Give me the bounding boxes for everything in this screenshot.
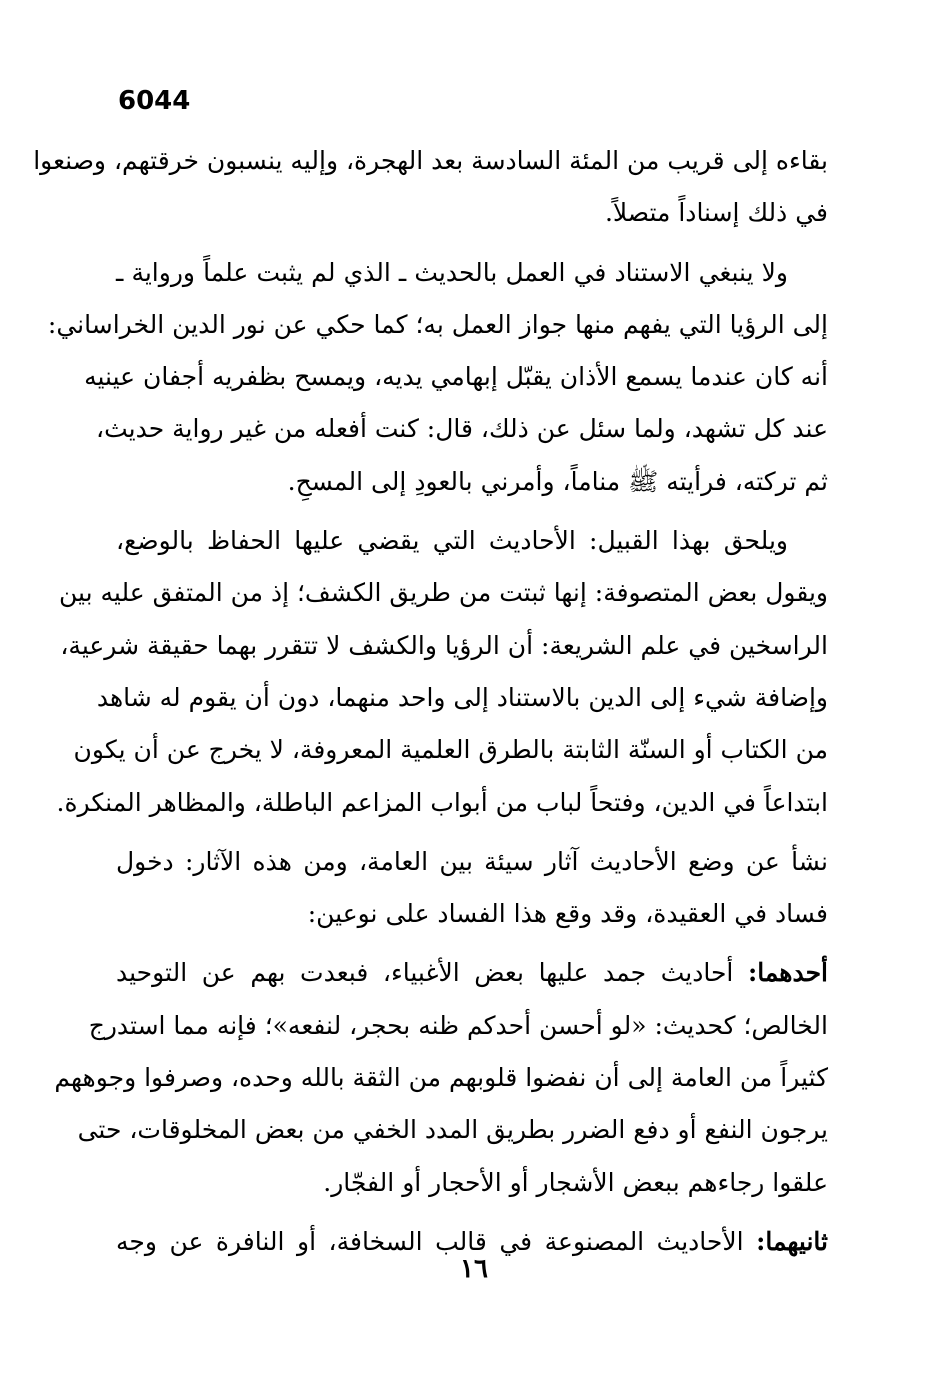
text-line: في ذلك إسناداً متصلاً. [604, 198, 828, 228]
text-line: ويقول بعض المتصوفة: إنها ثبتت من طريق الكشف؛ إذ من المتفق عليه بين [59, 578, 828, 608]
body-text [33, 135, 828, 1268]
text-line: عند كل تشهد، ولما سئل عن ذلك، قال: كنت أفعله من غير رواية حديث، [96, 414, 828, 444]
text-line: الخالص؛ كحديث: «لو أحسن أحدكم ظنه بحجر، لنفعه»؛ فإنه مما استدرج [88, 1010, 828, 1040]
paragraph [56, 515, 828, 829]
text-line: أنه كان عندما يسمع الأذان يقبّل إبهامي يديه، ويمسح بظفريه أجفان عينيه [84, 362, 828, 392]
text-line: إلى الرؤيا التي يفهم منها جواز العمل به؛ كما حكي عن نور الدين الخراساني: [47, 309, 828, 339]
text-line: ثم تركته، فرأيته ﷺ مناماً، وأمرني بالعودِ إلى المسحِ. [287, 466, 828, 496]
paragraph [116, 836, 828, 941]
text-line: كثيراً من العامة إلى أن نفضوا قلوبهم من الثقة بالله وحده، وصرفوا وجوههم [54, 1063, 828, 1093]
point-label: ثانيهما: [756, 1226, 828, 1256]
text-line [116, 947, 828, 999]
text-line: ولا ينبغي الاستناد في العمل بالحديث ـ الذي لم يثبت علماً ورواية ـ [116, 257, 788, 287]
text-line: يرجون النفع أو دفع الضرر بطريق المدد الخفي من بعض المخلوقات، حتى [77, 1115, 828, 1145]
point-label: أحدهما: [747, 958, 828, 988]
text-line: ابتداعاً في الدين، وفتحاً لباب من أبواب المزاعم الباطلة، والمظاهر المنكرة. [56, 787, 828, 817]
text-line: من الكتاب أو السنّة الثابتة بالطرق العلمية المعروفة، لا يخرج عن أن يكون [73, 735, 828, 765]
paragraph [33, 135, 828, 240]
paragraph [54, 947, 828, 1208]
reference-number: 6044 [118, 86, 191, 116]
text-line: وإضافة شيء إلى الدين بالاستناد إلى واحد منهما، دون أن يقوم له شاهد [96, 682, 828, 712]
text-line: ويلحق بهذا القبيل: الأحاديث التي يقضي عليها الحفاظ بالوضع، [116, 526, 788, 556]
page-number: ١٦ [460, 1254, 488, 1284]
text-line: بقاءه إلى قريب من المئة السادسة بعد الهجرة، وإليه ينسبون خرقتهم، وصنعوا [33, 146, 828, 175]
text-line: الراسخين في علم الشريعة: أن الرؤيا والكشف لا تتقرر بهما حقيقة شرعية، [60, 630, 828, 660]
text-line: فساد في العقيدة، وقد وقع هذا الفساد على نوعين: [307, 899, 828, 929]
text-fragment: الأحاديث المصنوعة في قالب السخافة، أو النافرة عن وجه [116, 1226, 757, 1256]
text-line: نشأ عن وضع الأحاديث آثار سيئة بين العامة، ومن هذه الآثار: دخول [116, 846, 828, 876]
paragraph [47, 247, 828, 508]
text-line: علقوا رجاءهم ببعض الأشجار أو الأحجار أو الفجّار. [323, 1167, 828, 1197]
text-fragment: أحاديث جمد عليها بعض الأغبياء، فبعدت بهم عن التوحيد [116, 958, 748, 988]
